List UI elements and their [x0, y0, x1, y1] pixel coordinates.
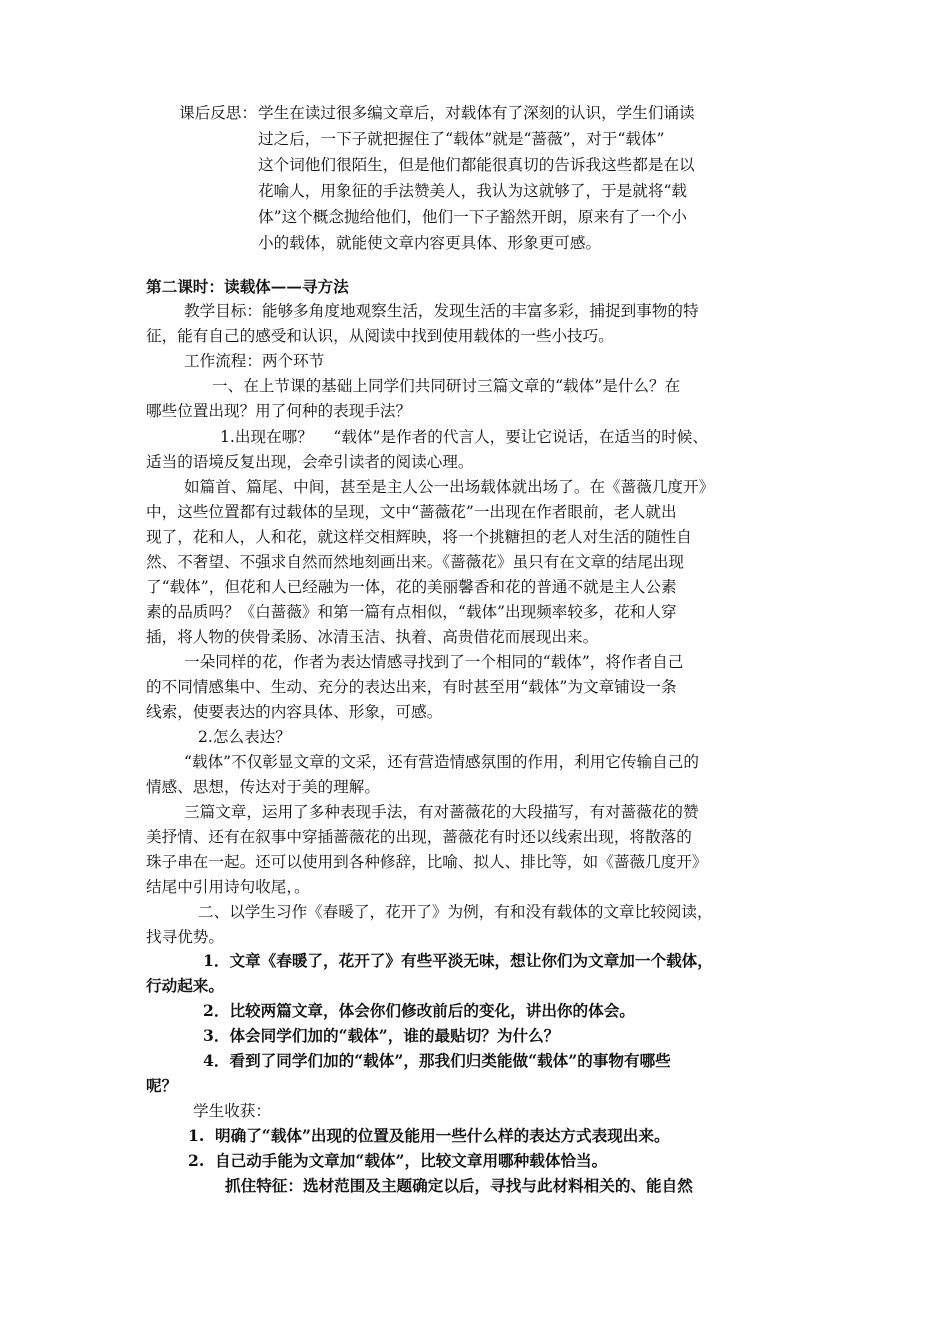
gain-number: 2. — [188, 1151, 205, 1170]
teaching-goal-line: 教学目标：能够多角度地观察生活，发现生活的丰富多彩，捕捉到事物的特 — [184, 302, 699, 320]
paragraph3-line: “载体”不仅彰显文章的文采，还有营造情感氛围的作用，利用它传输自己的 — [184, 753, 699, 771]
part2-line: 找寻优势。 — [146, 928, 224, 946]
paragraph4-line: 三篇文章，运用了多种表现手法，有对蔷薇花的大段描写，有对蔷薇花的赞 — [184, 803, 699, 821]
reflection-line: 小的载体，就能使文章内容更具体、形象更可感。 — [258, 234, 602, 252]
paragraph2-line: 一朵同样的花，作者为表达情感寻找到了一个相同的“载体”，将作者自己 — [184, 653, 684, 671]
task-line: 1．文章《春暖了，花开了》有些平淡无味，想让你们为文章加一个载体， — [203, 951, 713, 970]
gain-text: 自己动手能为文章加“载体”，比较文章用哪种载体恰当。 — [215, 1151, 608, 1170]
task-line: 4．看到了同学们加的“载体”，那我们归类能做“载体”的事物有哪些 — [203, 1051, 671, 1070]
gains-label: 学生收获： — [193, 1102, 271, 1120]
task-line: 行动起来。 — [146, 976, 224, 995]
paragraph1-line: 插，将人物的侠骨柔肠、冰清玉洁、执着、高贵借花而展现出来。 — [146, 628, 599, 646]
reflection-line: 这个词他们很陌生，但是他们都能很真切的告诉我这些都是在以 — [258, 156, 695, 174]
task-line: 3．体会同学们加的“载体”，谁的最贴切？为什么？ — [203, 1026, 560, 1045]
paragraph4-line: 美抒情、还有在叙事中穿插蔷薇花的出现，蔷薇花有时还以线索出现，将散落的 — [146, 828, 692, 846]
gain-text: 明确了“载体”出现的位置及能用一些什么样的表达方式表现出来。 — [215, 1126, 670, 1145]
paragraph3-line: 情感、思想，传达对于美的理解。 — [146, 778, 380, 796]
paragraph1-line: 然、不奢望、不强求自然而然地刻画出来。《蔷薇花》虽只有在文章的结尾出现 — [146, 553, 684, 571]
paragraph2-line: 的不同情感集中、生动、充分的表达出来，有时甚至用“载体”为文章铺设一条 — [146, 678, 677, 696]
part1-line: 一、在上节课的基础上同学们共同研讨三篇文章的“载体”是什么？在 — [212, 377, 681, 395]
task-line: 呢？ — [146, 1076, 178, 1095]
paragraph1-line: 如篇首、篇尾、中间，甚至是主人公一出场载体就出场了。在《蔷薇几度开》 — [184, 478, 715, 496]
paragraph1-line: 现了，花和人，人和花，就这样交相辉映，将一个挑糖担的老人对生活的随性自 — [146, 528, 692, 546]
paragraph4-line: 结尾中引用诗句收尾，。 — [146, 878, 310, 896]
work-flow: 工作流程：两个环节 — [184, 352, 325, 370]
teaching-goal-line: 征，能有自己的感受和认识，从阅读中找到使用载体的一些小技巧。 — [146, 327, 614, 345]
reflection-line: 学生在读过很多编文章后，对载体有了深刻的认识，学生们诵读 — [258, 104, 695, 122]
reflection-label: 课后反思： — [179, 104, 257, 122]
question2: 2.怎么表达？ — [198, 728, 291, 746]
reflection-line: 体”这个概念抛给他们，他们一下子豁然开朗，原来有了一个小 — [258, 208, 688, 226]
paragraph1-line: 了“载体”，但花和人已经融为一体，花的美丽馨香和花的普通不就是主人公素 — [146, 578, 677, 596]
lesson2-heading: 第二课时：读载体——寻方法 — [146, 277, 349, 296]
part2-line: 二、以学生习作《春暖了，花开了》为例，有和没有载体的文章比较阅读， — [198, 903, 713, 921]
feature-line: 抓住特征：选材范围及主题确定以后，寻找与此材料相关的、能自然 — [225, 1176, 693, 1195]
paragraph2-line: 线索，使要表达的内容具体、形象，可感。 — [146, 703, 443, 721]
task-line: 2．比较两篇文章，体会你们修改前后的变化，讲出你的体会。 — [203, 1001, 635, 1020]
part1-line: 哪些位置出现？用了何种的表现手法？ — [146, 402, 412, 420]
question1-line: 1.出现在哪？ “载体”是作者的代言人，要让它说话，在适当的时候、 — [220, 428, 708, 446]
paragraph1-line: 中，这些位置都有过载体的呈现，文中“蔷薇花”一出现在作者眼前，老人就出 — [146, 503, 677, 521]
question1-line: 适当的语境反复出现，会牵引读者的阅读心理。 — [146, 453, 474, 471]
gain-number: 1. — [188, 1126, 205, 1145]
reflection-line: 花喻人，用象征的手法赞美人，我认为这就够了，于是就将“载 — [258, 182, 688, 200]
paragraph1-line: 素的品质吗？《白蔷薇》和第一篇有点相似，“载体”出现频率较多，花和人穿 — [146, 603, 677, 621]
paragraph4-line: 珠子串在一起。还可以使用到各种修辞，比喻、拟人、排比等，如《蔷薇几度开》 — [146, 853, 708, 871]
reflection-line: 过之后，一下子就把握住了“载体”就是“蔷薇”，对于“载体” — [258, 130, 665, 148]
